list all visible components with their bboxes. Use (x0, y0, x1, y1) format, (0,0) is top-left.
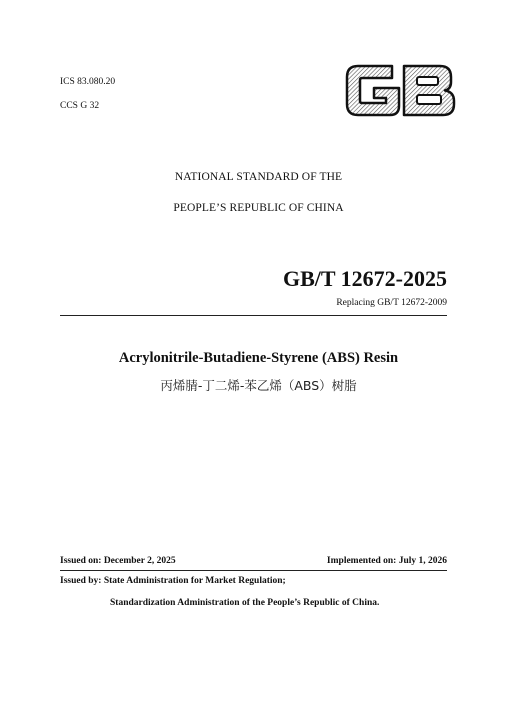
header-divider (60, 315, 447, 316)
classification-codes (60, 70, 115, 118)
issued-on-date: Issued on: December 2, 2025 (60, 556, 176, 566)
gb-logo (344, 62, 457, 119)
issuer-line-1: Issued by: State Administration for Market Regulation; (60, 576, 286, 586)
national-standard-heading-line1: NATIONAL STANDARD OF THE (174, 171, 343, 183)
issuer-line-2: Standardization Administration of the People’s Republic of China. (110, 598, 380, 608)
logo-letter-g (347, 66, 399, 115)
replacing-standard: Replacing GB/T 12672-2009 (336, 298, 447, 308)
national-standard-heading-line2: PEOPLE’S REPUBLIC OF CHINA (173, 202, 344, 214)
ccs-code: CCS G 32 (60, 101, 100, 111)
implemented-on-date: Implemented on: July 1, 2026 (326, 556, 447, 566)
logo-letter-b (404, 66, 454, 115)
document-title-chinese: 丙烯腈-丁二烯-苯乙烯（ABS）树脂 (160, 378, 357, 393)
standard-number: GB/T 12672-2025 (282, 266, 447, 291)
ics-code: ICS 83.080.20 (60, 77, 116, 87)
footer-divider (60, 570, 447, 571)
document-title-english: Acrylonitrile-Butadiene-Styrene (ABS) Resin (118, 350, 399, 366)
